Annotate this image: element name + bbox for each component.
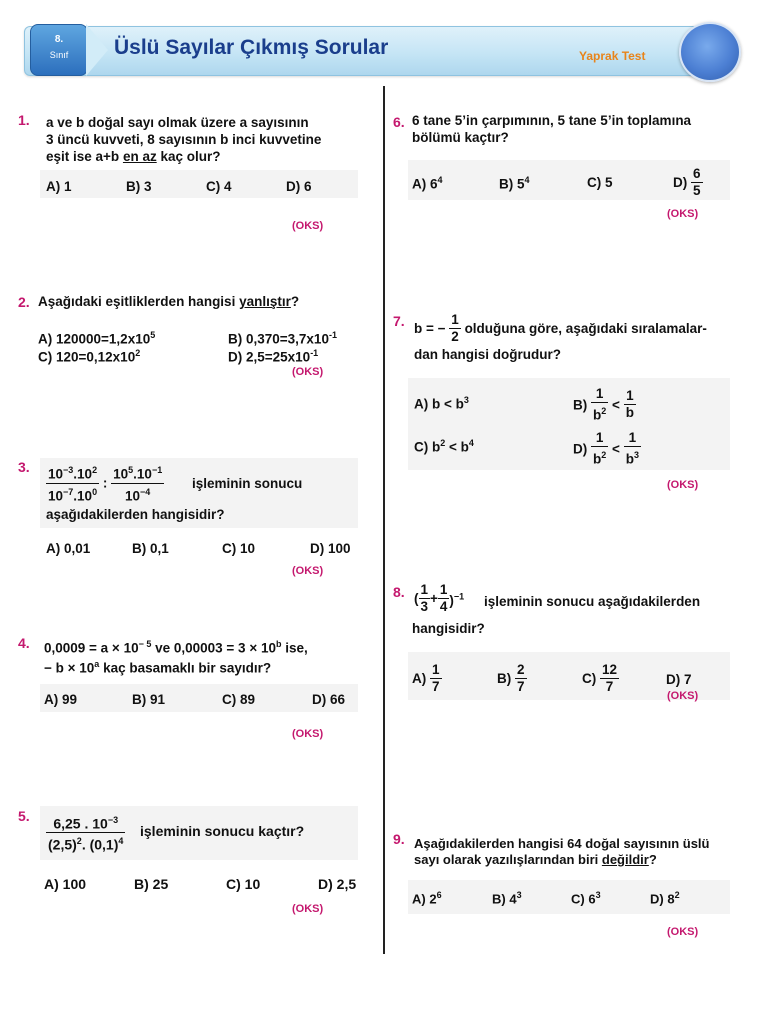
option-b[interactable] <box>499 175 530 192</box>
option-exponent: 3 <box>463 395 469 405</box>
fraction: $\frac{10^5.10^{-1}}{10^{-4}}$ <box>111 462 164 504</box>
question-number: 8. <box>393 584 405 600</box>
fraction: $\frac{1}{7}$ <box>432 662 440 694</box>
fraction: $\frac{1}{2}$ <box>451 312 459 344</box>
question-text-line: işleminin sonucu kaçtır? <box>140 823 305 839</box>
question-number: 7. <box>393 313 405 329</box>
exponent: b <box>275 639 282 649</box>
option-a[interactable]: A) 1 <box>46 179 72 194</box>
option-a[interactable] <box>412 175 443 192</box>
option-exponent: 4 <box>437 175 443 185</box>
option-text: B) <box>497 671 512 686</box>
option-text: D) 8 <box>650 891 675 907</box>
emphasis-text: en az <box>122 149 157 164</box>
option-d[interactable]: D) 100 <box>310 541 351 556</box>
option-text: C) 6 <box>571 891 596 907</box>
question-text: ise, <box>281 640 308 656</box>
question-number: 4. <box>18 635 30 651</box>
fraction: $\frac{2}{7}$ <box>517 662 525 694</box>
option-d[interactable]: D) 2,5 <box>318 876 357 892</box>
option-b[interactable]: B) 25 <box>134 876 169 892</box>
option-exponent: -1 <box>328 330 337 340</box>
option-text: A) b < b <box>414 396 464 412</box>
question-text-line: dan hangisi doğrudur? <box>414 347 561 362</box>
option-exponent: -1 <box>310 348 319 358</box>
option-text: A) <box>412 671 427 686</box>
option-d[interactable]: D) 7 <box>666 672 692 687</box>
question-text-line: Aşağıdakilerden hangisi 64 doğal sayısının üslü <box>414 836 710 851</box>
header <box>24 22 738 78</box>
fraction: $\frac{10^{-3}.10^2}{10^{-7}.10^0}$ <box>46 462 99 504</box>
math-expression: $\frac{10^{-3}.10^2}{10^{-7}.10^0}$ : $\frac{10^5.10^{-1}}{10^{-4}}$ <box>46 462 164 504</box>
question-text-line: bölümü kaçtır? <box>412 130 509 145</box>
option-d[interactable] <box>228 348 318 365</box>
question-number: 3. <box>18 459 30 475</box>
option-exponent: 6 <box>436 890 442 900</box>
option-exponent: 3 <box>516 890 522 900</box>
question-text: kaç basamaklı bir sayıdır? <box>99 660 272 676</box>
fraction: $\frac{1}{b}$ <box>625 388 634 421</box>
question-number: 2. <box>18 294 30 310</box>
option-text: A) 120000=1,2x10 <box>38 331 151 347</box>
question-text-line: a ve b doğal sayı olmak üzere a sayısının <box>46 115 309 130</box>
option-a[interactable] <box>412 890 442 906</box>
question-number: 9. <box>393 831 405 847</box>
option-d[interactable]: D) 6 <box>286 179 312 194</box>
math-expression: ( $\frac{1}{3}$ + $\frac{1}{4}$ )$^{-1}$ <box>414 582 465 614</box>
options-background <box>40 684 358 712</box>
option-c[interactable] <box>38 348 140 365</box>
option-exponent: 2 <box>135 348 141 358</box>
source-tag: (OKS) <box>667 208 699 220</box>
grade-badge <box>30 24 88 76</box>
question-number: 5. <box>18 808 30 824</box>
option-b[interactable]: B) 0,1 <box>132 541 169 556</box>
source-tag: (OKS) <box>292 565 324 577</box>
option-c[interactable] <box>414 438 474 455</box>
emphasis-text: yanlıştır <box>239 294 291 309</box>
option-a[interactable]: A) 100 <box>44 876 87 892</box>
source-tag: (OKS) <box>667 926 699 938</box>
option-exponent: 4 <box>468 438 474 448</box>
option-a[interactable] <box>412 662 442 695</box>
source-tag: (OKS) <box>292 366 324 378</box>
question-text: sayı olarak yazılışlarından biri <box>414 852 599 867</box>
exponent: a <box>94 659 100 669</box>
option-a[interactable] <box>38 330 155 347</box>
option-c[interactable]: C) 89 <box>222 692 256 707</box>
question-text: eşit ise a+b <box>46 149 120 164</box>
option-a[interactable]: A) 99 <box>44 692 78 707</box>
question-text-line <box>414 851 657 868</box>
fraction: $\frac{1}{b^2}$ <box>593 386 607 423</box>
option-text: B) 5 <box>499 176 525 192</box>
option-a[interactable]: A) 0,01 <box>46 541 91 556</box>
option-c[interactable]: C) 10 <box>222 541 256 556</box>
question-text: 0,0009 = a × 10 <box>44 640 139 656</box>
options-background <box>408 880 730 914</box>
option-b[interactable] <box>497 662 527 695</box>
question-text: kaç olur? <box>160 149 221 164</box>
option-text: D) <box>673 175 688 190</box>
grade-label: Sınıf <box>49 50 69 60</box>
source-tag: (OKS) <box>292 903 324 915</box>
exponent: − 5 <box>138 639 152 649</box>
question-text-line <box>38 293 299 310</box>
question-text: Aşağıdaki eşitliklerden hangisi <box>38 294 236 309</box>
option-text: B) 0,370=3,7x10 <box>228 331 329 347</box>
question-text: olduğuna göre, aşağıdaki sıralamalar- <box>464 321 707 336</box>
page-subtitle: Yaprak Test <box>579 49 646 63</box>
source-tag: (OKS) <box>667 690 699 702</box>
option-exponent: 2 <box>674 890 680 900</box>
option-text: A) 2 <box>412 891 437 907</box>
option-b[interactable]: B) 91 <box>132 692 166 707</box>
option-text: D) <box>573 441 588 457</box>
fraction: $\frac{1}{3}$ <box>420 582 429 614</box>
fraction: $\frac{6}{5}$ <box>693 166 701 198</box>
option-d[interactable]: D) $\frac{1}{b^2}$ < $\frac{1}{b^3}$ <box>573 430 639 467</box>
option-exponent: 2 <box>440 438 446 448</box>
option-b[interactable]: B) 3 <box>126 179 152 194</box>
option-exponent: 3 <box>595 890 601 900</box>
option-c[interactable] <box>582 662 619 695</box>
option-text: C) <box>582 671 597 686</box>
option-exponent: 4 <box>524 175 530 185</box>
question-text-line: aşağıdakilerden hangisidir? <box>46 507 225 522</box>
option-c[interactable]: C) 10 <box>226 876 261 892</box>
question-number: 6. <box>393 114 405 130</box>
option-text: < b <box>445 439 469 455</box>
fraction: $\frac{1}{b^3}$ <box>625 430 639 467</box>
question-text-line: 3 üncü kuvveti, 8 sayısının b inci kuvvetine <box>46 132 322 147</box>
question-text-line: 6 tane 5’in çarpımının, 5 tane 5’in toplamına <box>412 113 692 128</box>
option-c[interactable]: C) 4 <box>206 179 232 194</box>
chevron-arrow-icon <box>86 24 108 76</box>
option-c[interactable]: C) 5 <box>587 175 613 190</box>
page-title: Üslü Sayılar Çıkmış Sorular <box>114 36 389 59</box>
option-c[interactable] <box>571 890 601 906</box>
option-text: D) 2,5=25x10 <box>228 349 311 365</box>
option-b[interactable]: B) $\frac{1}{b^2}$ < $\frac{1}{b}$ <box>573 386 634 423</box>
fraction: $\frac{1}{4}$ <box>439 582 448 614</box>
question-text: b = − <box>414 321 446 336</box>
question-text: − b × 10 <box>44 660 95 676</box>
fraction: $\frac{1}{b^2}$ <box>593 430 607 467</box>
fraction: $\frac{12}{7}$ <box>602 662 618 694</box>
option-exponent: 5 <box>150 330 156 340</box>
option-d[interactable]: D) 66 <box>312 692 346 707</box>
source-tag: (OKS) <box>292 728 324 740</box>
question-text-line: işleminin sonucu <box>192 476 303 491</box>
question-text-line <box>414 312 707 345</box>
source-tag: (OKS) <box>292 220 324 232</box>
fraction: $\frac{6,25 . 10^{-3}}{(2,5)^2. (0,1)^4}$ <box>46 812 125 852</box>
option-b[interactable] <box>492 890 522 906</box>
question-text-line <box>44 656 271 677</box>
grade-number: 8. <box>54 34 64 45</box>
decorative-circle <box>679 22 741 82</box>
option-text: B) 4 <box>492 891 517 907</box>
column-divider <box>383 86 385 954</box>
source-tag: (OKS) <box>667 479 699 491</box>
question-text: ? <box>648 852 657 867</box>
option-d[interactable] <box>673 166 703 199</box>
question-text-line <box>46 148 221 165</box>
option-a[interactable] <box>414 395 469 412</box>
option-text: B) <box>573 397 588 413</box>
math-expression <box>46 812 125 852</box>
option-text: A) 6 <box>412 176 438 192</box>
question-text-line: işleminin sonucu aşağıdakilerden <box>484 594 701 609</box>
option-b[interactable] <box>228 330 337 347</box>
question-text-line: hangisidir? <box>412 621 485 636</box>
option-text: C) 120=0,12x10 <box>38 349 136 365</box>
option-text: C) b <box>414 439 441 455</box>
emphasis-text: değildir <box>601 852 649 867</box>
question-text: ve 0,00003 = 3 × 10 <box>151 640 276 656</box>
options-background <box>408 378 730 470</box>
question-text-line <box>44 636 308 657</box>
question-text: ? <box>290 294 300 309</box>
option-d[interactable] <box>650 890 680 906</box>
question-number: 1. <box>18 112 30 128</box>
